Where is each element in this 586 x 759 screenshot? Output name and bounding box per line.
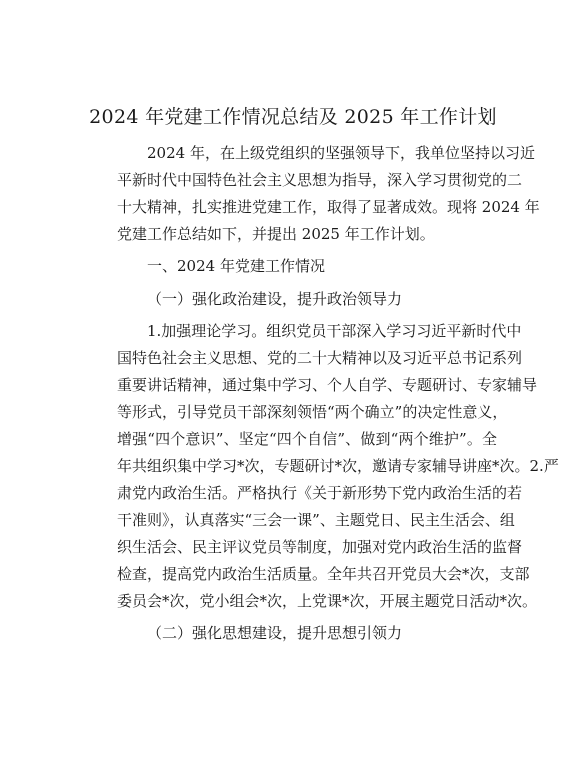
intro-line: 党建工作总结如下，并提出 2025 年工作计划。 <box>117 225 435 243</box>
subsection-heading: （一）强化政治建设，提升政治领导力 <box>147 290 403 308</box>
intro-line: 十大精神，扎实推进党建工作，取得了显著成效。现将 2024 年 <box>117 198 540 216</box>
body-line: 干准则》，认真落实“三会一课”、主题党日、民主生活会、组 <box>117 511 515 529</box>
body-line: 织生活会、民主评议党员等制度，加强对党内政治生活的监督 <box>117 538 523 556</box>
document-title: 2024 年党建工作情况总结及 2025 年工作计划 <box>89 106 497 128</box>
intro-line: 2024 年，在上级党组织的坚强领导下，我单位坚持以习近 <box>147 144 535 162</box>
intro-line: 平新时代中国特色社会主义思想为指导，深入学习贯彻党的二 <box>117 171 523 189</box>
body-line: 委员会*次，党小组会*次，上党课*次，开展主题党日活动*次。 <box>117 592 538 610</box>
section-heading: 一、2024 年党建工作情况 <box>147 257 325 275</box>
subsection-heading: （二）强化思想建设，提升思想引领力 <box>147 624 403 642</box>
body-line: 肃党内政治生活。严格执行《关于新形势下党内政治生活的若 <box>117 484 523 502</box>
body-line: 国特色社会主义思想、党的二十大精神以及习近平总书记系列 <box>117 349 523 367</box>
body-line: 年共组织集中学习*次，专题研讨*次，邀请专家辅导讲座*次。2.严 <box>117 457 559 475</box>
body-line: 检查，提高党内政治生活质量。全年共召开党员大会*次，支部 <box>117 565 530 583</box>
body-line: 1.加强理论学习。组织党员干部深入学习习近平新时代中 <box>147 322 522 340</box>
body-line: 增强“四个意识”、坚定“四个自信”、做到“两个维护”。全 <box>117 430 497 448</box>
body-line: 等形式，引导党员干部深刻领悟“两个确立”的决定性意义， <box>117 403 508 421</box>
body-line: 重要讲话精神，通过集中学习、个人自学、专题研讨、专家辅导 <box>117 376 538 394</box>
